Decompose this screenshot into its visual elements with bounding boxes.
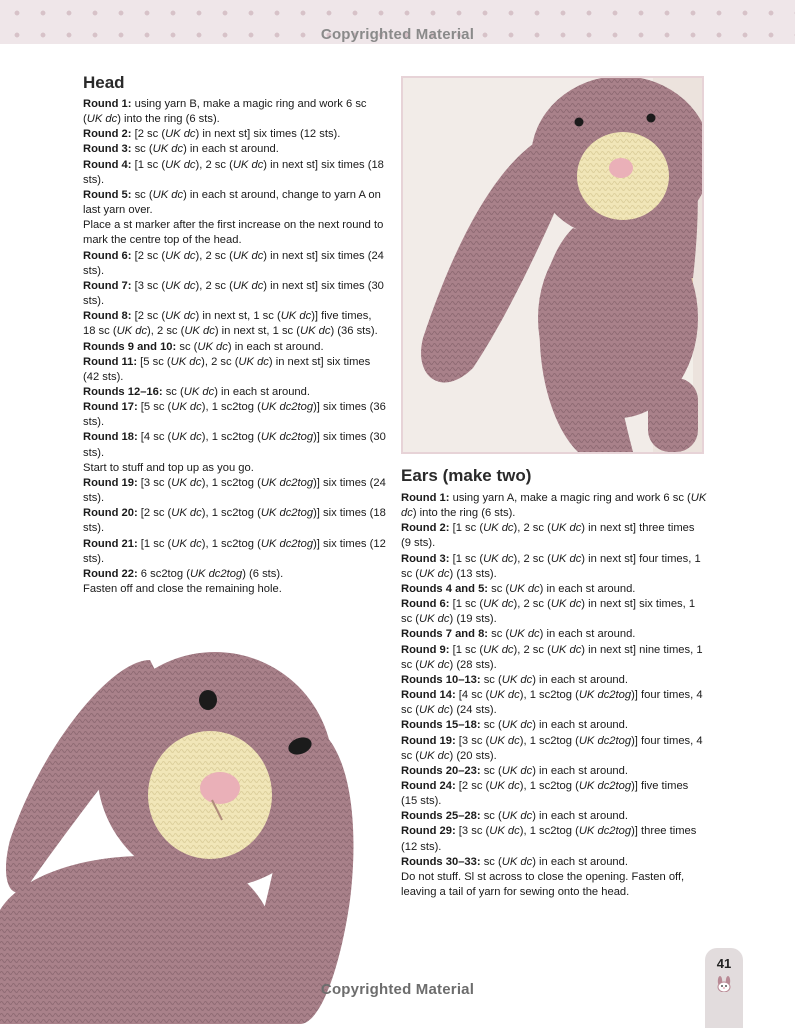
instruction-line [401, 491, 707, 521]
instruction-text: UK dc2tog [578, 689, 632, 702]
instruction-text: ), 2 sc ( [195, 249, 233, 262]
instruction-text: Round 19: [83, 476, 138, 489]
instruction-text: UK dc [183, 385, 215, 398]
instruction-text: UK dc [419, 704, 450, 717]
instruction-text: UK dc [165, 279, 196, 292]
instruction-line [83, 188, 386, 218]
instruction-line [83, 400, 386, 430]
instruction-text: UK dc [509, 582, 540, 595]
instruction-text: ), 2 sc ( [513, 522, 551, 535]
instruction-text: using yarn B, make a magic ring and work 6 sc ( [83, 98, 367, 126]
instruction-text: UK dc2tog [260, 507, 314, 520]
instruction-text: Start to stuff and top up as you go. [83, 461, 254, 474]
bunny-closeup-illustration [0, 640, 370, 1024]
page-number: 41 [716, 956, 732, 971]
instruction-text: Round 1: [401, 492, 450, 504]
instruction-text: UK dc [509, 628, 540, 641]
instruction-text: ) into the ring (6 sts). [117, 113, 220, 126]
instruction-line [401, 552, 707, 582]
instruction-text: [3 sc ( [455, 825, 490, 838]
instruction-text: ) in each st around, change to yarn A on last yarn over. [83, 188, 381, 217]
instruction-text: [2 sc ( [131, 310, 166, 323]
instruction-text: UK dc2tog [260, 476, 314, 489]
instruction-text: Round 3: [401, 552, 450, 565]
instruction-text: ) in next st] six times (24 sts). [83, 249, 384, 277]
instruction-text: sc ( [480, 764, 502, 777]
instruction-text: sc ( [162, 385, 184, 398]
instruction-text: ) in each st around. [532, 719, 628, 732]
instruction-text: [1 sc ( [137, 537, 172, 550]
instruction-text: ) (13 sts). [449, 567, 497, 580]
instruction-text: ) (6 sts). [242, 567, 284, 580]
instruction-text: UK dc2tog [578, 734, 632, 747]
instruction-text: )] six times (12 sts). [83, 537, 386, 565]
instruction-text: Round 3: [83, 143, 132, 156]
instruction-text: [1 sc ( [131, 158, 166, 171]
instruction-line [83, 279, 386, 309]
instruction-text: sc ( [131, 188, 153, 201]
instruction-text: UK dc [483, 552, 514, 565]
instruction-line [83, 567, 386, 582]
instruction-text: Round 8: [83, 310, 132, 323]
instruction-line [401, 688, 707, 718]
instruction-text: [1 sc ( [449, 643, 484, 656]
ears-instructions [401, 491, 707, 900]
instruction-text: [1 sc ( [449, 598, 484, 611]
instruction-line [83, 385, 386, 400]
instruction-text: sc ( [488, 628, 510, 641]
instruction-text: UK dc [171, 401, 202, 414]
instruction-text: UK dc2tog [189, 567, 243, 580]
instruction-text: Round 7: [83, 279, 132, 292]
instruction-text: ) in each st around. [532, 855, 628, 868]
head-section-title: Head [83, 73, 125, 92]
instruction-text: sc ( [488, 582, 510, 595]
instruction-text: UK dc [165, 310, 196, 323]
instruction-line [401, 597, 707, 627]
instruction-text: Rounds 15–18: [401, 719, 481, 732]
instruction-text: ), 2 sc ( [513, 598, 551, 611]
instruction-text: UK dc [401, 492, 707, 520]
instruction-text: [2 sc ( [131, 249, 166, 262]
instruction-text: UK dc [501, 855, 533, 868]
instruction-text: Rounds 30–33: [401, 855, 481, 868]
instruction-text: ) in each st around. [539, 628, 636, 641]
instruction-text: ), 1 sc2tog ( [519, 779, 579, 792]
instruction-text: ), 2 sc ( [513, 552, 551, 565]
instruction-text: [3 sc ( [455, 734, 490, 747]
instruction-text: using yarn A, make a magic ring and work 6 sc ( [449, 492, 691, 504]
instruction-text: )] five times, 18 sc ( [83, 310, 372, 338]
instruction-text: [2 sc ( [455, 779, 490, 792]
instruction-line [401, 643, 707, 673]
instruction-text: UK dc [501, 719, 533, 732]
instruction-text: UK dc [170, 355, 202, 368]
instruction-text: sc ( [480, 855, 502, 868]
instruction-text: [5 sc ( [137, 401, 172, 414]
instruction-text: UK dc [419, 749, 450, 762]
instruction-line [83, 355, 386, 385]
instruction-text: UK dc2tog [578, 779, 632, 792]
head-instructions [83, 97, 386, 597]
instruction-text: Round 6: [401, 598, 450, 611]
instruction-text: ) in each st around. [539, 582, 636, 595]
instruction-text: [1 sc ( [449, 522, 484, 535]
instruction-text: ) in next st] six times (30 sts). [83, 279, 384, 308]
instruction-text: [1 sc ( [449, 552, 484, 565]
instruction-text: Round 29: [401, 825, 456, 838]
instruction-text: sc ( [480, 719, 502, 732]
instruction-text: ), 1 sc2tog ( [519, 689, 579, 702]
instruction-text: UK dc [489, 689, 520, 702]
instruction-text: UK dc [489, 825, 520, 838]
instruction-text: Round 17: [83, 401, 138, 414]
instruction-text: ) in each st around. [227, 340, 324, 353]
instruction-text: Rounds 9 and 10: [83, 340, 177, 353]
instruction-text: UK dc [489, 734, 520, 747]
instruction-text: )] six times (30 sts). [83, 431, 386, 459]
instruction-text: UK dc [165, 158, 196, 171]
instruction-text: ) (28 sts). [449, 658, 497, 671]
instruction-text: ) in next st] nine times, 1 sc ( [401, 643, 703, 671]
instruction-text: )] three times (12 sts). [401, 825, 697, 853]
instruction-line [401, 824, 707, 854]
instruction-text: UK dc2tog [578, 825, 632, 838]
instruction-text: sc ( [480, 673, 502, 686]
instruction-text: UK dc2tog [260, 537, 314, 550]
instruction-text: ) in each st around. [183, 143, 279, 156]
instruction-text: Rounds 7 and 8: [401, 628, 489, 641]
instruction-text: ) in next st, 1 sc ( [214, 325, 300, 338]
instruction-text: ), 1 sc2tog ( [519, 825, 579, 838]
instruction-text: ), 2 sc ( [201, 355, 239, 368]
instruction-text: UK dc [280, 310, 312, 323]
instruction-line [401, 521, 707, 551]
instruction-text: ), 1 sc2tog ( [201, 507, 261, 520]
instruction-text: ) in next st] six times (42 sts). [83, 355, 371, 383]
instruction-line [401, 855, 707, 870]
instruction-text: UK dc [232, 249, 264, 262]
instruction-line [83, 142, 386, 157]
instruction-text: ) in each st around. [532, 673, 628, 686]
instruction-line [83, 476, 386, 506]
instruction-text: ) (36 sts). [330, 325, 378, 338]
bunny-sitting-illustration [403, 78, 702, 452]
watermark-top: Copyrighted Material [320, 26, 475, 43]
instruction-text: UK dc [197, 340, 228, 353]
instruction-text: [3 sc ( [137, 476, 172, 489]
instruction-text: Round 19: [401, 734, 456, 747]
instruction-text: ), 1 sc2tog ( [201, 431, 261, 444]
instruction-line [401, 870, 707, 900]
instruction-text: )] six times (36 sts). [83, 401, 386, 429]
instruction-text: UK dc [152, 188, 184, 201]
instruction-line [83, 582, 386, 597]
instruction-text: UK dc [489, 779, 520, 792]
instruction-text: UK dc2tog [260, 431, 314, 444]
bunny-photo-top [401, 76, 704, 454]
instruction-text: Rounds 20–23: [401, 764, 481, 777]
instruction-text: Round 14: [401, 689, 456, 702]
instruction-line [83, 218, 386, 248]
instruction-text: UK dc [171, 431, 202, 444]
instruction-text: UK dc2tog [260, 401, 314, 414]
instruction-text: )] six times (24 sts). [83, 476, 386, 505]
instruction-text: [2 sc ( [137, 507, 172, 520]
instruction-text: )] four times, 4 sc ( [401, 689, 703, 717]
instruction-text: [5 sc ( [137, 355, 171, 368]
instruction-text: Round 2: [83, 128, 132, 141]
instruction-text: )] five times (15 sts). [401, 779, 689, 808]
instruction-text: ) in next st] six times (18 sts). [83, 158, 384, 186]
instruction-text: ) (20 sts). [449, 749, 497, 762]
instruction-text: Place a st marker after the first increase on the next round to mark the centre top of the head. [83, 219, 384, 247]
instruction-text: ) in next st] six times, 1 sc ( [401, 598, 696, 626]
instruction-text: Round 2: [401, 522, 450, 535]
instruction-text: ), 1 sc2tog ( [519, 734, 579, 747]
instruction-line [83, 537, 386, 567]
watermark-bottom: Copyrighted Material [320, 981, 475, 998]
instruction-text: UK dc [300, 325, 331, 338]
instruction-text: Rounds 25–28: [401, 810, 481, 823]
instruction-line [83, 97, 386, 127]
instruction-text: ), 2 sc ( [195, 279, 233, 292]
instruction-line [401, 627, 707, 642]
instruction-text: UK dc [232, 279, 264, 292]
instruction-text: sc ( [176, 340, 198, 353]
instruction-text: [3 sc ( [131, 279, 166, 292]
instruction-text: UK dc [550, 522, 582, 535]
instruction-text: UK dc [184, 325, 215, 338]
instruction-text: ) into the ring (6 sts). [412, 507, 516, 520]
instruction-text: )] four times, 4 sc ( [401, 734, 703, 762]
instruction-line [401, 764, 707, 779]
instruction-text: Round 6: [83, 249, 132, 262]
instruction-text: )] six times (18 sts). [83, 507, 386, 535]
instruction-text: Do not stuff. Sl st across to close the opening. Fasten off, leaving a tail of yarn for sewing onto the head. [401, 870, 685, 899]
instruction-text: UK dc [550, 552, 582, 565]
instruction-text: UK dc [501, 810, 533, 823]
instruction-text: Rounds 10–13: [401, 673, 481, 686]
instruction-text: UK dc [171, 537, 202, 550]
instruction-text: UK dc [171, 476, 202, 489]
instruction-text: UK dc [483, 598, 514, 611]
bunny-photo-bottom [0, 640, 370, 1024]
instruction-text: ) (19 sts). [449, 613, 497, 626]
instruction-text: ), 1 sc2tog ( [201, 476, 261, 489]
instruction-text: ) (24 sts). [449, 704, 497, 717]
instruction-text: sc ( [131, 143, 153, 156]
instruction-text: ) in each st around. [532, 764, 628, 777]
instruction-line [83, 309, 386, 339]
instruction-text: UK dc [550, 598, 582, 611]
instruction-line [83, 461, 386, 476]
instruction-line [401, 809, 707, 824]
instruction-text: UK dc [165, 128, 196, 141]
instruction-text: ) in each st around. [214, 385, 310, 398]
instruction-text: ), 1 sc2tog ( [201, 537, 261, 550]
instruction-text: UK dc [483, 522, 514, 535]
instruction-text: ), 2 sc ( [513, 643, 551, 656]
instruction-text: sc ( [480, 810, 502, 823]
instruction-text: ) in each st around. [532, 810, 628, 823]
instruction-line [83, 127, 386, 142]
instruction-line [83, 249, 386, 279]
instruction-text: ) in next st] six times (12 sts). [195, 128, 341, 141]
instruction-text: Rounds 4 and 5: [401, 582, 489, 595]
ears-section-title: Ears (make two) [401, 466, 532, 485]
instruction-text: Round 21: [83, 537, 138, 550]
instruction-line [401, 582, 707, 597]
instruction-text: [4 sc ( [455, 689, 490, 702]
instruction-text: Round 11: [83, 355, 138, 368]
instruction-text: Round 18: [83, 431, 138, 444]
instruction-text: UK dc [419, 567, 450, 580]
instruction-text: Round 22: [83, 567, 138, 580]
instruction-text: ) in next st, 1 sc ( [195, 310, 281, 323]
instruction-line [83, 506, 386, 536]
instruction-text: 6 sc2tog ( [137, 567, 190, 580]
instruction-line [401, 673, 707, 688]
instruction-line [401, 718, 707, 733]
instruction-text: Fasten off and close the remaining hole. [83, 583, 282, 595]
instruction-text: UK dc [165, 249, 196, 262]
instruction-text: [2 sc ( [131, 128, 166, 141]
instruction-line [83, 158, 386, 188]
instruction-text: UK dc [86, 113, 118, 126]
instruction-text: UK dc [419, 658, 450, 671]
instruction-text: Round 24: [401, 779, 456, 792]
instruction-line [83, 430, 386, 460]
instruction-text: UK dc [232, 158, 264, 171]
instruction-text: UK dc [550, 643, 582, 656]
instruction-line [401, 734, 707, 764]
instruction-text: ) in next st] four times, 1 sc ( [401, 552, 701, 580]
instruction-text: UK dc [171, 507, 202, 520]
instruction-text: Round 5: [83, 188, 132, 201]
instruction-text: ) in next st] three times (9 sts). [401, 522, 695, 550]
instruction-text: [4 sc ( [137, 431, 172, 444]
instruction-text: UK dc [116, 325, 148, 338]
instruction-text: UK dc [501, 673, 533, 686]
instruction-text: UK dc [419, 613, 450, 626]
instruction-text: Rounds 12–16: [83, 385, 163, 398]
instruction-text: Round 20: [83, 507, 138, 520]
instruction-text: Round 1: [83, 98, 132, 110]
instruction-text: UK dc [238, 355, 269, 368]
instruction-text: Round 9: [401, 643, 450, 656]
instruction-text: Round 4: [83, 158, 132, 171]
instruction-text: UK dc [501, 764, 533, 777]
instruction-line [83, 340, 386, 355]
instruction-text: ), 1 sc2tog ( [201, 401, 261, 414]
instruction-text: ), 2 sc ( [195, 158, 233, 171]
instruction-text: UK dc [152, 143, 184, 156]
instruction-text: UK dc [483, 643, 514, 656]
instruction-text: ), 2 sc ( [147, 325, 185, 338]
instruction-line [401, 779, 707, 809]
